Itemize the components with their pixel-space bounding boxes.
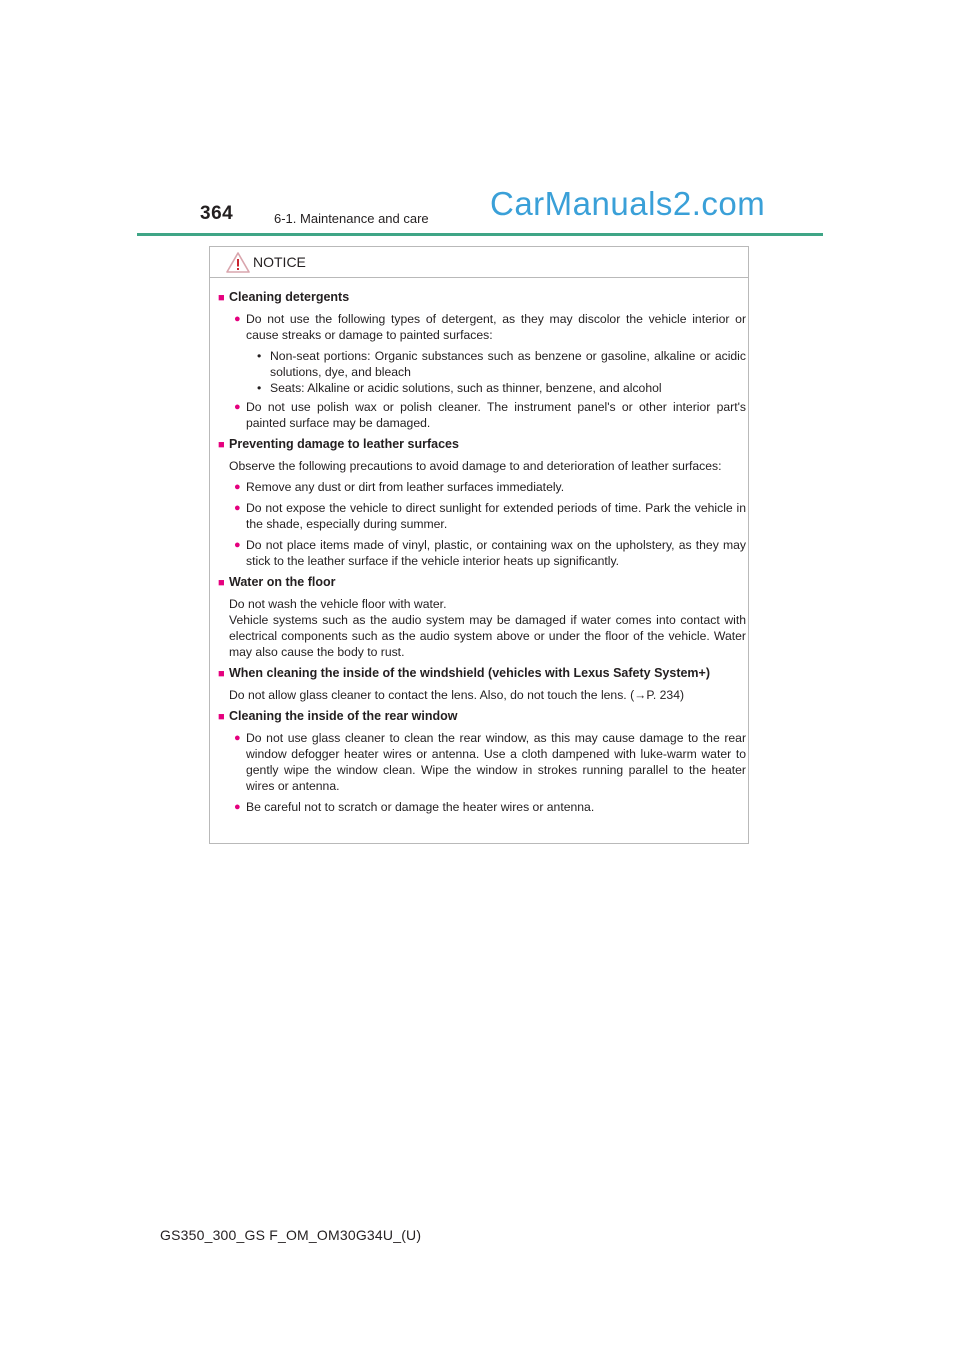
section-heading: ■ Water on the floor bbox=[218, 575, 336, 589]
paragraph: Do not wash the vehicle floor with water. Vehicle systems such as the audio system may be damaged if water comes into contact with electrical components such as the audio system above or under the floor of the vehicle. Water may also cause the body to rust. bbox=[229, 597, 746, 659]
section-heading: ■ Cleaning the inside of the rear window bbox=[218, 709, 458, 723]
footer-document-code: GS350_300_GS F_OM_OM30G34U_(U) bbox=[160, 1227, 422, 1243]
bullet-item: ● Do not expose the vehicle to direct sunlight for extended periods of time. Park the vehicle in the shade, especially during summer. bbox=[234, 501, 746, 531]
bullet-item: ● Do not use glass cleaner to clean the rear window, as this may cause damage to the rear window defogger heater wires or antenna. Use a cloth dampened with luke-warm water to gently wipe the window clean. Wipe the window in strokes running parallel to the heater wires or antenna. bbox=[234, 731, 746, 793]
notice-label: NOTICE bbox=[253, 254, 306, 270]
dot-bullet-icon: • bbox=[257, 381, 262, 395]
page-number: 364 bbox=[200, 203, 234, 224]
paragraph: Observe the following precautions to avoid damage to and deterioration of leather surfaces: bbox=[229, 459, 722, 473]
bullet-item: ● Do not place items made of vinyl, plastic, or containing wax on the upholstery, as they may stick to the leather surface if the vehicle interior heats up significantly. bbox=[234, 538, 746, 568]
square-bullet-icon: ■ bbox=[218, 711, 225, 723]
circle-bullet-icon: ● bbox=[234, 502, 241, 514]
square-bullet-icon: ■ bbox=[218, 292, 225, 304]
circle-bullet-icon: ● bbox=[234, 801, 241, 813]
bullet-item: ● Do not use the following types of detergent, as they may discolor the vehicle interior or cause streaks or damage to painted surfaces: bbox=[234, 312, 746, 342]
bullet-item: ● Remove any dust or dirt from leather surfaces immediately. bbox=[234, 480, 565, 494]
section-heading: ■ When cleaning the inside of the windshield (vehicles with Lexus Safety System+) bbox=[218, 666, 711, 680]
notice-header bbox=[210, 247, 748, 278]
sub-bullet-item: • Non-seat portions: Organic substances such as benzene or gasoline, alkaline or acidic solutions, dye, and bleach bbox=[257, 349, 746, 379]
warning-icon bbox=[226, 252, 250, 273]
dot-bullet-icon: • bbox=[257, 349, 262, 363]
bullet-item: ● Do not use polish wax or polish cleaner. The instrument panel's or other interior part's painted surface may be damaged. bbox=[234, 400, 746, 430]
circle-bullet-icon: ● bbox=[234, 732, 241, 744]
circle-bullet-icon: ● bbox=[234, 539, 241, 551]
notice-box bbox=[209, 246, 749, 844]
sub-bullet-item: • Seats: Alkaline or acidic solutions, such as thinner, benzene, and alcohol bbox=[257, 381, 662, 395]
bullet-item: ● Be careful not to scratch or damage the heater wires or antenna. bbox=[234, 800, 595, 814]
notice-body bbox=[218, 289, 746, 820]
paragraph: Do not allow glass cleaner to contact the lens. Also, do not touch the lens. (→P. 234) bbox=[229, 688, 685, 702]
header-rule bbox=[137, 233, 823, 236]
square-bullet-icon: ■ bbox=[218, 668, 225, 680]
square-bullet-icon: ■ bbox=[218, 439, 225, 451]
circle-bullet-icon: ● bbox=[234, 313, 241, 325]
section-heading: ■ Preventing damage to leather surfaces bbox=[218, 437, 459, 451]
square-bullet-icon: ■ bbox=[218, 577, 225, 589]
circle-bullet-icon: ● bbox=[234, 481, 241, 493]
circle-bullet-icon: ● bbox=[234, 401, 241, 413]
section-title: 6-1. Maintenance and care bbox=[274, 211, 429, 226]
section-heading: ■ Cleaning detergents bbox=[218, 290, 350, 304]
watermark: CarManuals2.com bbox=[490, 185, 766, 222]
